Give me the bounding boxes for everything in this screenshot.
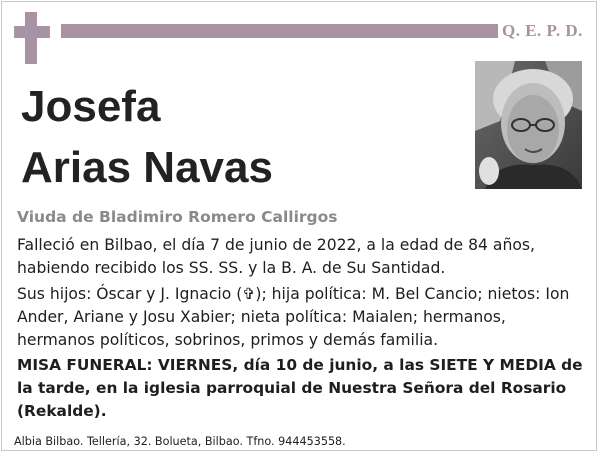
death-announcement-text: Falleció en Bilbao, el día 7 de junio de 2022, a la edad de 84 años, habiendo recibido los SS. SS. y la B. A. de Su Santidad. <box>17 236 535 277</box>
deceased-first-name: Josefa <box>21 82 161 131</box>
family-list-text: Sus hijos: Óscar y J. Ignacio (✞); hija política: M. Bel Cancio; nietos: Ion Ander, Ariane y Josu Xabier; nieta política: Maialen; hermanos, hermanos políticos, sobrinos, primos y demás familia. <box>17 285 570 349</box>
qepd-label: Q. E. P. D. <box>502 21 583 40</box>
latin-cross-icon <box>25 12 37 64</box>
widow-of-line: Viuda de Bladimiro Romero Callirgos <box>17 208 338 226</box>
portrait-image <box>475 61 582 189</box>
funeral-home-footer: Albia Bilbao. Tellería, 32. Bolueta, Bilbao. Tfno. 944453558. <box>14 435 346 448</box>
funeral-mass-text: MISA FUNERAL: VIERNES, día 10 de junio, a las SIETE Y MEDIA de la tarde, en la iglesia parroquial de Nuestra Señora del Rosario (Rekalde). <box>17 356 583 420</box>
deceased-surnames: Arias Navas <box>21 143 273 192</box>
deceased-photo <box>475 61 582 189</box>
obituary-card <box>1 1 597 451</box>
latin-cross-icon-arm <box>14 26 50 38</box>
header-rule <box>61 24 498 38</box>
